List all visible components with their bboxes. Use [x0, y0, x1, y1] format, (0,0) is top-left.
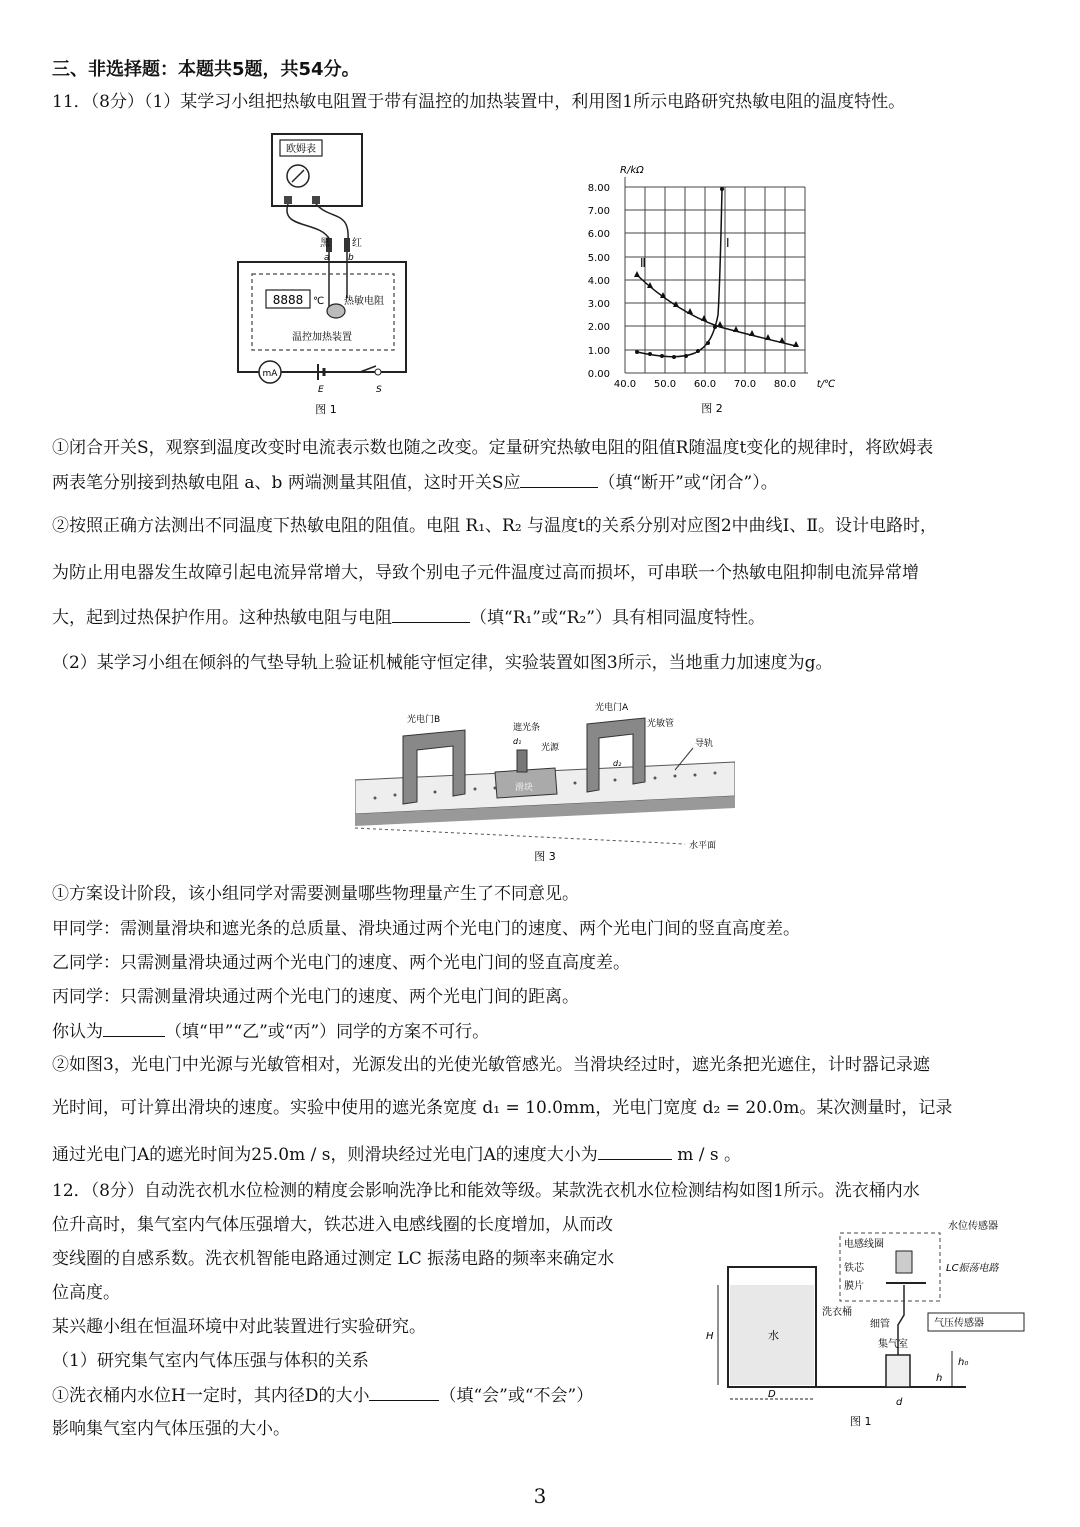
q12-line8: 影响集气室内气体压强的大小。 [52, 1419, 290, 1439]
iron-core-label: 铁芯 [844, 1263, 864, 1274]
svg-text:0.00: 0.00 [587, 369, 610, 380]
water-sensor-label: 水位传感器 [948, 1221, 998, 1232]
coil-label: 电感线圈 [844, 1239, 884, 1250]
rail-label: 导轨 [695, 739, 714, 749]
q12-line3: 变线圈的自感系数。洗衣机智能电路通过测定 LC 振荡电路的频率来确定水 [52, 1249, 615, 1269]
washer-diagram [700, 1215, 1030, 1440]
q12-line5: 某兴趣小组在恒温环境中对此装置进行实验研究。 [52, 1317, 426, 1337]
water-label: 水 [768, 1329, 779, 1342]
figure-3-caption: 图 3 [534, 850, 556, 863]
q12-line4: 位高度。 [52, 1283, 120, 1303]
figure-2-caption: 图 2 [701, 402, 723, 415]
svg-text:40.0: 40.0 [613, 379, 637, 390]
q12-line7: ①洗衣桶内水位H一定时，其内径D的大小 （填“会”或“不会”） [52, 1383, 593, 1408]
h-label: h [936, 1373, 943, 1384]
svg-text:1.00: 1.00 [587, 346, 610, 357]
figure-1-circuit [230, 130, 430, 420]
answer-blank-1[interactable] [520, 470, 598, 488]
light-source-label: 光源 [541, 743, 560, 753]
battery-label: E [318, 385, 324, 395]
lc-circuit-label: LC振荡电路 [946, 1263, 999, 1274]
svg-text:3.00: 3.00 [587, 299, 610, 310]
q11-p4-line3: 通过光电门A的遮光时间为25.0m / s，则滑块经过光电门A的速度大小为 m / s 。 [52, 1142, 741, 1167]
q11-intro: 11．（8分）（1）某学习小组把热敏电阻置于带有温控的加热装置中，利用图1所示电路研究热敏电阻的温度特性。 [52, 92, 906, 112]
ammeter-symbol: mA [262, 369, 278, 379]
d-label: d [896, 1397, 903, 1408]
D-label: D [768, 1389, 776, 1400]
q11-part2-intro: （2）某学习小组在倾斜的气垫导轨上验证机械能守恒定律，实验装置如图3所示，当地重力加速度为g。 [52, 653, 833, 673]
horizontal-plane-label: 水平面 [689, 841, 717, 851]
photo-tube-label: 光敏管 [647, 719, 675, 729]
slider-label: 滑块 [515, 783, 534, 793]
svg-text:5.00: 5.00 [587, 253, 610, 264]
q11-p1-line2: 两表笔分别接到热敏电阻 a、b 两端测量其阻值，这时开关S应 （填“断开”或“闭合”）。 [52, 470, 778, 495]
answer-blank-4[interactable] [598, 1142, 672, 1160]
q11-p2-line1: ②按照正确方法测出不同温度下热敏电阻的阻值。电阻 R₁、R₂ 与温度t的关系分别对应图2中曲线Ⅰ、Ⅱ。设计电路时， [52, 516, 937, 536]
temperature-display: 8888 [272, 293, 304, 307]
circuit-diagram [230, 130, 430, 420]
tub-label: 洗衣桶 [822, 1307, 852, 1318]
black-probe-label: 黑 [320, 238, 330, 249]
pressure-sensor-label: 气压传感器 [934, 1318, 984, 1329]
r-t-graph [580, 155, 840, 420]
gate-a-label: 光电门A [595, 703, 629, 713]
q11-p3-ask: 你认为 （填“甲”“乙”或“丙”）同学的方案不可行。 [52, 1019, 489, 1044]
q11-p4-line1: ②如图3，光电门中光源与光敏管相对，光源发出的光使光敏管感光。当滑块经过时，遮光条把光遮住，计时器记录遮 [52, 1055, 930, 1075]
terminal-b: b [348, 253, 354, 263]
svg-text:70.0: 70.0 [733, 379, 757, 390]
d1-label: d₁ [513, 737, 522, 746]
answer-blank-5[interactable] [369, 1383, 439, 1401]
q12-line2: 位升高时，集气室内气体压强增大，铁芯进入电感线圈的长度增加，从而改 [52, 1215, 613, 1235]
temperature-unit: ℃ [313, 296, 325, 307]
q11-p1-line1: ①闭合开关S，观察到温度改变时电流表示数也随之改变。定量研究热敏电阻的阻值R随温度t变化的规律时，将欧姆表 [52, 438, 934, 458]
curve-2-label: Ⅱ [640, 256, 646, 270]
answer-blank-2[interactable] [392, 605, 470, 623]
section-heading: 三、非选择题：本题共5题，共54分。 [52, 59, 360, 80]
svg-text:80.0: 80.0 [773, 379, 797, 390]
thermistor-label: 热敏电阻 [344, 296, 384, 307]
figure-3-airtrack [355, 690, 735, 865]
q11-p4-line2: 光时间，可计算出滑块的速度。实验中使用的遮光条宽度 d₁ = 10.0mm，光电门宽度 d₂ = 20.0m。某次测量时，记录 [52, 1098, 953, 1118]
red-probe-label: 红 [352, 238, 362, 249]
air-chamber-label: 集气室 [878, 1339, 908, 1350]
figure-2-graph [580, 155, 840, 420]
gate-b-label: 光电门B [407, 715, 441, 725]
q11-p3-line1: ①方案设计阶段，该小组同学对需要测量哪些物理量产生了不同意见。 [52, 884, 579, 904]
q11-p2-line2: 为防止用电器发生故障引起电流异常增大，导致个别电子元件温度过高而损坏，可串联一个热敏电阻抑制电流异常增 [52, 563, 919, 583]
ohmmeter-label: 欧姆表 [286, 144, 316, 155]
heating-device-label: 温控加热装置 [292, 332, 352, 343]
q12-figure-washer [700, 1215, 1030, 1440]
airtrack-diagram [355, 690, 735, 865]
q11-p3-jia: 甲同学：需测量滑块和遮光条的总质量、滑块通过两个光电门的速度、两个光电门间的竖直高度差。 [52, 919, 800, 939]
svg-text:50.0: 50.0 [653, 379, 677, 390]
svg-text:R/kΩ: R/kΩ [620, 165, 644, 176]
svg-text:8.00: 8.00 [587, 183, 610, 194]
membrane-label: 膜片 [844, 1281, 864, 1292]
d2-label: d₂ [613, 759, 622, 768]
svg-text:4.00: 4.00 [587, 276, 610, 287]
q12-line6: （1）研究集气室内气体压强与体积的关系 [52, 1351, 369, 1371]
svg-text:t/℃: t/℃ [816, 379, 836, 390]
q11-p2-line3: 大，起到过热保护作用。这种热敏电阻与电阻 （填“R₁”或“R₂”）具有相同温度特性。 [52, 605, 765, 630]
svg-text:2.00: 2.00 [587, 322, 610, 333]
figure-1-caption: 图 1 [315, 403, 337, 416]
H-label: H [706, 1331, 714, 1342]
svg-text:6.00: 6.00 [587, 229, 610, 240]
svg-text:60.0: 60.0 [693, 379, 717, 390]
shade-strip-label: 遮光条 [513, 723, 541, 733]
svg-text:7.00: 7.00 [587, 206, 610, 217]
q12-figure-caption: 图 1 [850, 1415, 872, 1428]
page-number: 3 [533, 1484, 547, 1508]
terminal-a: a [324, 253, 330, 263]
thin-tube-label: 细管 [870, 1319, 890, 1330]
answer-blank-3[interactable] [103, 1019, 165, 1037]
curve-1-label: Ⅰ [726, 236, 730, 250]
q11-p3-yi: 乙同学：只需测量滑块通过两个光电门的速度、两个光电门间的竖直高度差。 [52, 953, 630, 973]
h0-label: h₀ [958, 1357, 969, 1368]
q11-p3-bing: 丙同学：只需测量滑块通过两个光电门的速度、两个光电门间的距离。 [52, 987, 579, 1007]
switch-label: S [376, 385, 382, 395]
q12-line1: 12．（8分）自动洗衣机水位检测的精度会影响洗净比和能效等级。某款洗衣机水位检测结构如图1所示。洗衣桶内水 [52, 1181, 920, 1201]
